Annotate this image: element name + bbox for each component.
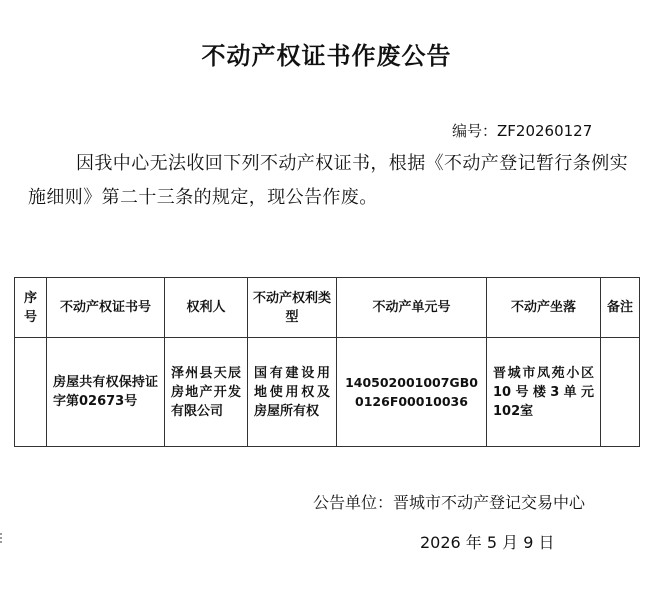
header-right-type: 不动产权利类型 xyxy=(248,278,337,338)
cell-owner: 泽州县天辰房地产开发有限公司 xyxy=(165,338,248,447)
cell-remark xyxy=(601,338,640,447)
header-remark: 备注 xyxy=(601,278,640,338)
announcing-unit: 公告单位：晋城市不动产登记交易中心 xyxy=(313,493,586,512)
cell-cert-no: 房屋共有权保持证字第02673号 xyxy=(47,338,165,447)
header-unit-no: 不动产单元号 xyxy=(337,278,487,338)
announcement-date: 2026 年 5 月 9 日 xyxy=(420,533,555,552)
header-owner: 权利人 xyxy=(165,278,248,338)
table-row xyxy=(15,338,640,447)
certificate-table xyxy=(14,277,640,447)
cell-right-type: 国有建设用地使用权及房屋所有权 xyxy=(248,338,337,447)
cell-location: 晋城市凤苑小区10号楼3单元102室 xyxy=(487,338,601,447)
document-number: 编号：ZF20260127 xyxy=(452,122,593,140)
cell-unit-no: 140502001007GB00126F00010036 xyxy=(337,338,487,447)
header-location: 不动产坐落 xyxy=(487,278,601,338)
table-header-row xyxy=(15,278,640,338)
header-cert-no: 不动产权证书号 xyxy=(47,278,165,338)
edge-marks xyxy=(0,533,4,547)
cell-seq xyxy=(15,338,47,447)
notice-body-text: 因我中心无法收回下列不动产权证书，根据《不动产登记暂行条例实施细则》第二十三条的规定，现公告作废。 xyxy=(28,153,628,208)
notice-title: 不动产权证书作废公告 xyxy=(201,42,452,70)
header-seq: 序号 xyxy=(15,278,47,338)
